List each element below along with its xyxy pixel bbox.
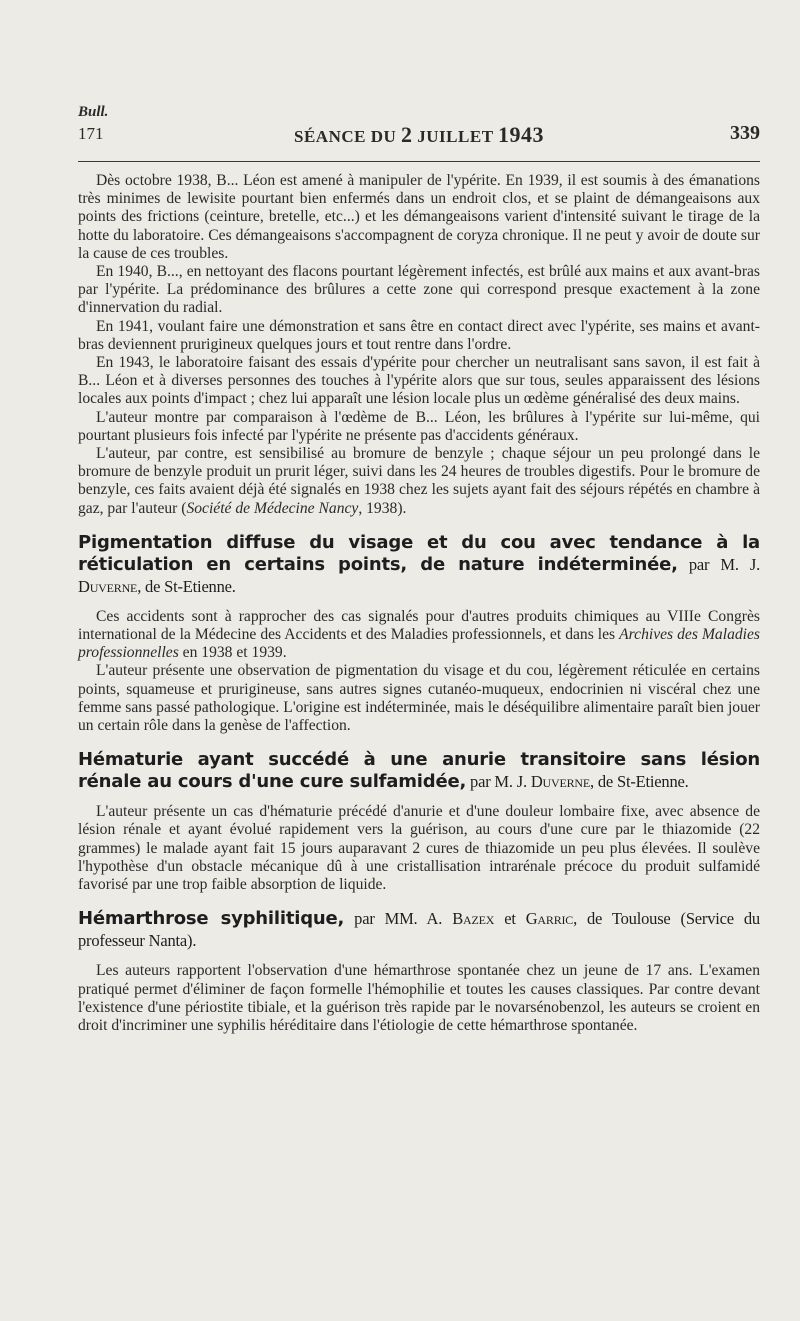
section-2-title: Hématurie ayant succédé à une anurie transitoire sans lésion rénale au cours d'une cure sulfamidée, (78, 749, 760, 793)
section-1-body (78, 608, 760, 735)
section-1-by-pre: par M. J. (677, 554, 760, 574)
section-1-paragraph-2: L'auteur présente une observation de pigmentation du visage et du cou, légèrement réticulée en certains points, squameuse et prurigineuse, sans autres signes cutanéo-muqueux, endocrinien ni viscéral chez une femme sans passé pathologique. L'origine est indéterminée, mais le déséquilibre alimentaire paraît bien jouer un certain rôle dans la genèse de l'affection. (78, 662, 760, 735)
section-2-by-post: , de St-Etienne. (590, 772, 689, 792)
section-3-author-1: Bazex (452, 909, 495, 929)
section-1-p1-reference: Archives des Maladies professionnelles (78, 626, 760, 662)
section-1-p1-text: Ces accidents sont à rapprocher des cas signalés pour d'autres produits chimiques au VIIIe Congrès international de la Médecine des Accidents et des Maladies professionnels, et dans les (78, 607, 760, 644)
section-1-paragraph-1 (78, 608, 760, 663)
section-3-heading (78, 908, 760, 952)
intro-paragraph-2: En 1940, B..., en nettoyant des flacons pourtant légèrement infectés, est brûlé aux mains et aux avant-bras par l'ypérite. La prédominance des brûlures a cette zone qui correspond presque exactement à la zone d'innervation du radial. (78, 263, 760, 317)
intro-paragraph-3: En 1941, voulant faire une démonstration et sans être en contact direct avec l'ypérite, ses mains et avant-bras deviennent prurigineux quelques jours et tout rentre dans l'ordre. (78, 317, 760, 353)
intro-p6-reference: Société de Médecine Nancy (186, 499, 359, 517)
running-title-day: 2 (401, 122, 413, 147)
section-1-p1-end: en 1938 et 1939. (178, 644, 287, 662)
section-3-paragraph-1: Les auteurs rapportent l'observation d'une hémarthrose spontanée chez un jeune de 17 ans. L'examen pratiqué permet d'éliminer de façon formelle l'hémophilie et toutes les causes classiques. Par contre devant l'existence d'une périostite tibiale, et la guérison très rapide par le novarsénobenzol, les auteurs se croient en droit d'incriminer une syphilis héréditaire dans l'étiologie de cette hémarthrose spontanée. (78, 962, 760, 1034)
running-title-year: 1943 (497, 122, 544, 147)
intro-paragraph-4: En 1943, le laboratoire faisant des essais d'ypérite pour chercher un neutralisant sans savon, il est fait à B... Léon et à diverses personnes des touches à l'ypérite alors que sur tous, seules apparaissent des lésions locales aux points d'impact ; chez lui apparaît une lésion locale plus un œdème généralisé des deux mains. (78, 354, 760, 408)
section-2-author: Duverne (530, 772, 591, 792)
section-3-title: Hémarthrose syphilitique, (78, 908, 345, 930)
page-number: 339 (730, 122, 760, 144)
section-2-byline (466, 772, 688, 791)
section-1-by-post: , de St-Etienne. (137, 576, 236, 596)
section-2-body (78, 803, 760, 894)
journal-abbrev: Bull. (78, 104, 109, 120)
section-1-author: Duverne (78, 576, 138, 596)
folio-left: 171 (78, 124, 104, 143)
section-3-body (78, 962, 760, 1035)
section-3-by-mid: et (494, 909, 526, 929)
intro-paragraph-6 (78, 445, 760, 518)
section-2-by-pre: par M. J. (466, 772, 531, 792)
section-2-paragraph-1: L'auteur présente un cas d'hématurie précédé d'anurie et d'une douleur lombaire fixe, avec absence de lésion rénale et ayant évolué rapidement vers la guérison, au cours d'une cure par le thiazomide (22 grammes) le malade ayant fait 15 jours auparavant 2 cures de thiazomide un peu plus élevées. Il soulève l'hypothèse d'un obstacle mécanique dû à une cristallisation intrarénale précoce du produit sulfamidé favorisé par une trop faible absorption de liquide. (78, 803, 760, 894)
intro-p6-text: L'auteur, par contre, est sensibilisé au bromure de benzyle ; chaque séjour un peu prolongé dans le bromure de benzyle produit un prurit léger, suivi dans les 24 heures de troubles digestifs. Pour le bromure de benzyle, ces faits avaient déjà été signalés en 1938 chez les sujets ayant fait des séjours répétés en chambre à gaz, par l'auteur ( (78, 445, 760, 517)
header-rule (78, 161, 760, 162)
intro-paragraph-5: L'auteur montre par comparaison à l'œdème de B... Léon, les brûlures à l'ypérite sur lui-même, qui pourtant plusieurs fois infecté par l'ypérite ne présente pas d'accidents généraux. (78, 408, 760, 444)
running-title-month: JUILLET (412, 127, 498, 146)
running-title-pre: SÉANCE DU (294, 127, 402, 146)
section-3-by-post: , de Toulouse (Service du professeur Nanta). (78, 909, 760, 951)
intro-p6-end: , 1938). (358, 499, 407, 517)
page-header (78, 104, 760, 164)
page-content (78, 172, 760, 1035)
running-title (78, 122, 760, 148)
intro-paragraph-1: Dès octobre 1938, B... Léon est amené à manipuler de l'ypérite. En 1939, il est soumis à des émanations très minimes de lewisite pourtant bien enfermés dans un endroit clos, et se plaint de démangeaisons aux points des frictions (ceinture, bretelle, etc...) et les démangeaisons varient d'intensité suivant le tirage de la hotte du laboratoire. Ces démangeaisons s'accompagnent de coryza chronique. Il ne peut y avoir de doute sur la cause de ces troubles. (78, 172, 760, 262)
section-1-heading (78, 532, 760, 598)
section-3-by-pre: par MM. A. (344, 909, 453, 929)
section-1-title: Pigmentation diffuse du visage et du cou avec tendance à la réticulation en certains points, de nature indéterminée, (78, 531, 760, 575)
section-3-author-2: Garric (525, 909, 574, 929)
section-2-heading (78, 749, 760, 793)
